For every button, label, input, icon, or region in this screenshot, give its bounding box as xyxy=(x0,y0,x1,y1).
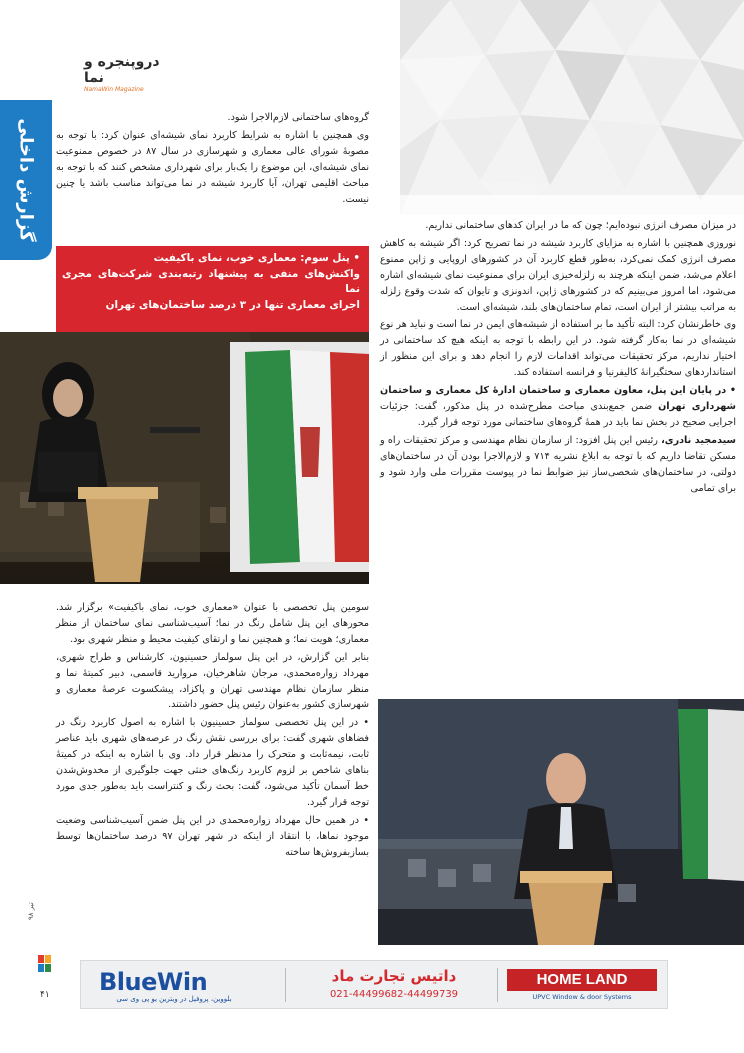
ad-banner[interactable] xyxy=(80,960,668,1009)
bold-lead: سیدمجید نادری، xyxy=(661,434,736,446)
highlight-line: واکنش‌های منفی به پیشنهاد رتبه‌بندی شرکت‌های مجری نما xyxy=(62,267,360,295)
header-pattern xyxy=(400,0,744,215)
paragraph-text: ضمن جمع‌بندی مباحث مطرح‌شده در پنل مذکور، گفت: جزئیات اجرایی صحیح در بخش نما باید در همهٔ گروه‌های ساختمانی مورد توجه قرار گیرد. xyxy=(380,400,736,428)
datis-phone: 021-44499682-44499739 xyxy=(329,989,459,1000)
magazine-logo xyxy=(84,54,176,93)
bold-lead: • در پایان این پنل، معاون معماری و ساختمان ادارهٔ کل معماری و ساختمان شهرداری تهران xyxy=(380,385,736,412)
bluewin-logo: BlueWin xyxy=(99,968,208,996)
homeland-tagline: UPVC Window & door Systems xyxy=(532,993,632,1001)
paragraph-text: رئیس این پنل افزود: از سازمان نظام مهندسی و مرکز تحقیقات راه و مسکن تقاضا داریم که با توجه به ابلاغ نشریه ۷۱۴ و لازم‌الاجرا بودن آن در ساختمان‌های دولتی، در ساختمان‌های شخصی‌ساز نیز ضوابط نما در پیوست مقررات ملی وارد شود و برای تمامی xyxy=(380,434,736,494)
paragraph: گروه‌های ساختمانی لازم‌الاجرا شود. xyxy=(227,112,369,123)
paragraph xyxy=(380,433,736,497)
paragraph: • در این پنل تخصصی سولماز حسینیون با اشاره به اصول کاربرد رنگ در فضاهای شهری گفت: برای بررسی نقش رنگ در عرصه‌های شهری باید عناصر ثابت، نیمه‌ثابت و متحرک را مدنظر قرار داد. وی با اشاره به اینکه در کمیتهٔ بناهای شاخص بر لزوم کاربرد رنگ‌های خنثی جهت جلوگیری از مخدوش‌شدن خط آسمان تأکید می‌شود، گفت: بحث رنگ و کنتراست باید به‌طور جدی مورد توجه قرار گیرد. xyxy=(56,717,369,808)
bluewin-tagline: بلووین، پروفیل در ویترین یو پی وی سی xyxy=(116,995,232,1003)
left-top-column xyxy=(56,110,369,209)
speaker-photo-1 xyxy=(0,332,369,584)
page-number: ۴۱ xyxy=(40,990,50,1000)
paragraph: نوروزی همچنین با اشاره به مزایای کاربرد شیشه در نما تصریح کرد: اگر شیشه به کاهش مصرف انرژی کمک نمی‌کرد، به‌طور قطع کاربرد آن در کشورهای اروپایی و ژاپن ممنوع اعلام می‌شد، ضمن اینکه هرچند به زلزله‌خیزی ایران برای ممنوعیت نمای شیشه‌ای اشاره می‌شود، اما امروز می‌بینیم که در کشورهای ژاپن، اندونزی و تایوان که شدت وقوع زلزله به مراتب بیشتر از ایران است، تمام ساختمان‌های بلند، شیشه‌ای است. xyxy=(380,237,736,313)
speaker-photo-2 xyxy=(378,699,744,945)
divider xyxy=(497,968,498,1002)
logo-subtitle: NamaWin Magazine xyxy=(84,86,144,93)
paragraph: • در همین حال مهرداد زواره‌محمدی در این پنل ضمن آسیب‌شناسی وضعیت موجود نماها، با انتقاد از اینکه در شهر تهران ۹۷ درصد ساختمان‌ها توسط بساز‌بفروش‌ها ساخته xyxy=(56,814,369,858)
divider xyxy=(285,968,286,1002)
issue-label: تیر ۹۸ xyxy=(27,902,35,920)
section-label: گزارش داخلی xyxy=(15,118,37,242)
highlight-line: اجرای معماری تنها در ۳ درصد ساختمان‌های تهران xyxy=(105,298,360,311)
paragraph: وی خاطرنشان کرد: البته تأکید ما بر استفاده از شیشه‌های ایمن در نما است و نباید هر نوع شیشه‌ای در نما به‌کار گرفته شود. در این رابطه با توجه به اینکه هیچ کد ساختمانی در اختیار نداریم، مرکز تحقیقات می‌تواند اقدامات لازم را انجام دهد و برای این منظور از استانداردهای سختگیرانهٔ کالیفرنیا و فرانسه استفاده کند. xyxy=(380,319,736,379)
paragraph: سومین پنل تخصصی با عنوان «معماری خوب، نمای باکیفیت» برگزار شد. محورهای این پنل شامل رنگ در نما؛ آسیب‌شناسی نمای ساختمان از منظر معماری؛ هویت نما؛ و همچنین نما و ارتقای کیفیت محیط و منظر شهری بود. xyxy=(56,602,369,645)
left-bottom-column xyxy=(56,600,369,863)
paragraph xyxy=(380,383,736,431)
homeland-logo: HOME LAND xyxy=(507,969,657,991)
logo-text: دروپنجره و نما xyxy=(84,54,160,86)
highlight-box xyxy=(56,246,369,332)
paragraph: وی همچنین با اشاره به شرایط کاربرد نمای شیشه‌ای عنوان کرد: با توجه به مصوبهٔ شورای عالی معماری و شهرسازی در سال ۸۷ در خصوص ممنوعیت نمای شیشه‌ای، این موضوع را یک‌بار برای شهرداری مشخص کنند که با توجه به مباحث اقلیمی تهران، آیا کاربرد شیشه در نما می‌تواند مناسب باشد یا چنین نیست. xyxy=(56,129,370,205)
highlight-line: • پنل سوم: معماری خوب، نمای باکیفیت xyxy=(153,252,360,264)
datis-name: داتیس تجارت ماد xyxy=(331,967,457,985)
paragraph: در میزان مصرف انرژی نبوده‌ایم؛ چون که ما در ایران کدهای ساختمانی نداریم. xyxy=(425,220,736,231)
right-column xyxy=(380,218,736,498)
paragraph: بنابر این گزارش، در این پنل سولماز حسینیون، کارشناس و طراح شهری، مهرداد زواره‌محمدی، مرجان شاهرخیان، مروارید قاسمی، دبیر کمیتهٔ نما و منظر سازمان نظام مهندسی تهران و پاکزاد، پیشکسوت عرصهٔ معماری و شهرسازی کشور به‌عنوان رئیس پنل حضور داشتند. xyxy=(56,651,369,711)
page-marker-icon xyxy=(36,955,60,985)
section-tab xyxy=(0,100,52,260)
